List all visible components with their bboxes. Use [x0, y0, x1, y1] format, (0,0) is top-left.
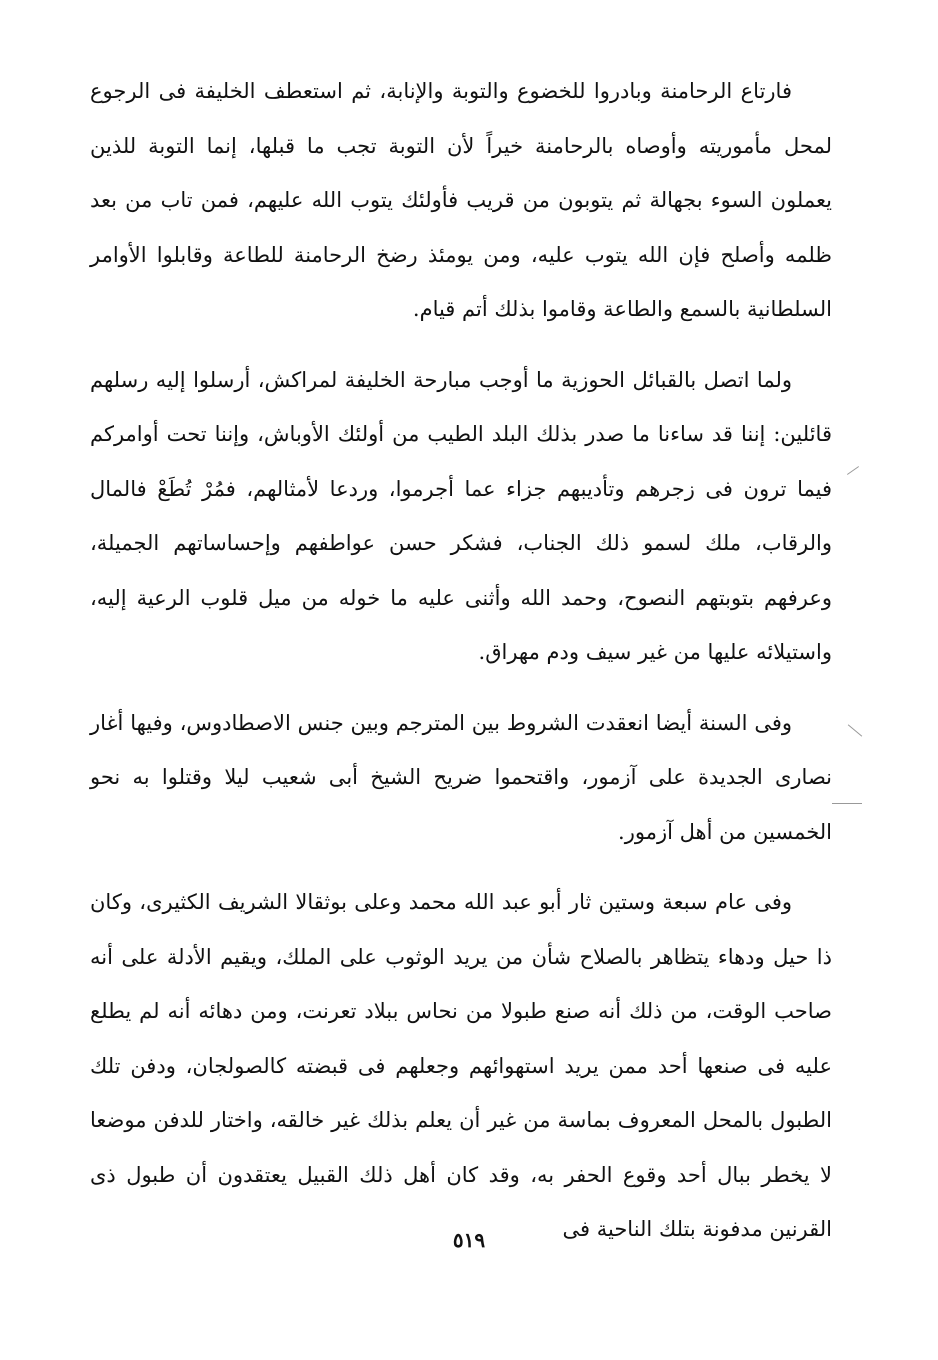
paragraph-1: فارتاع الرحامنة وبادروا للخضوع والتوبة والإنابة، ثم استعطف الخليفة فى الرجوع لمحل مأموريته وأوصاه بالرحامنة خيراً لأن التوبة تجب ما قبلها، إنما التوبة للذين يعملون السوء بجهالة ثم يتوبون من قريب فأولئك يتوب الله عليهم، فمن تاب من بعد ظلمه وأصلح فإن الله يتوب عليه، ومن يومئذ رضخ الرحامنة للطاعة وقابلوا الأوامر السلطانية بالسمع والطاعة وقاموا بذلك أتم قيام.: [90, 79, 832, 321]
scan-mark: [848, 724, 862, 736]
paragraph-2: ولما اتصل بالقبائل الحوزية ما أوجب مبارحة الخليفة لمراكش، أرسلوا إليه رسلهم قائلين: إننا قد ساءنا ما صدر بذلك البلد الطيب من أولئك الأوباش، وإننا تحت أوامركم فيما ترون فى زجرهم وتأديبهم جزاء عما أجرموا، وردعا لأمثالهم، فمُرْ تُطَعْ فالمال والرقاب، ملك لسمو ذلك الجناب، فشكر حسن عواطفهم وإحساساتهم الجميلة، وعرفهم بتوبتهم النصوح، وحمد الله وأثنى عليه ما خوله من ميل قلوب الرعية إليه، واستيلائه عليها من غير سيف ودم مهراق.: [90, 367, 833, 664]
page-number: ٥١٩: [452, 1228, 486, 1252]
scan-mark: [832, 803, 862, 804]
paragraph-4: وفى عام سبعة وستين ثار أبو عبد الله محمد وعلى بوثقالا الشريف الكثيرى، وكان ذا حيل ودهاء يتظاهر بالصلاح شأن من يريد الوثوب على الملك، ويقيم الأدلة على أنه صاحب الوقت، من ذلك أنه صنع طبولا من نحاس ببلاد تعرنت، ومن دهائه أنه لم يطلع عليه فى صنعها أحد ممن يريد استهوائهم وجعلهم فى قبضته كالصولجان، ودفن تلك الطبول بالمحل المعروف بماسة من غير أن يعلم بذلك غير خالقه، واختار للدفن موضعا لا يخطر ببال أحد وقوع الحفر به، وقد كان أهل ذلك القبيل يعتقدون أن طبول ذى القرنين مدفونة بتلك الناحية فى: [90, 890, 832, 1241]
page-body: [90, 64, 832, 1273]
paragraph-3: وفى السنة أيضا انعقدت الشروط بين المترجم وبين جنس الاصطادوس، وفيها أغار نصارى الجديدة على آزمور، واقتحموا ضريح الشيخ أبى شعيب ليلا وقتلوا به نحو الخمسين من أهل آزمور.: [90, 710, 832, 844]
scan-mark: [847, 466, 859, 475]
